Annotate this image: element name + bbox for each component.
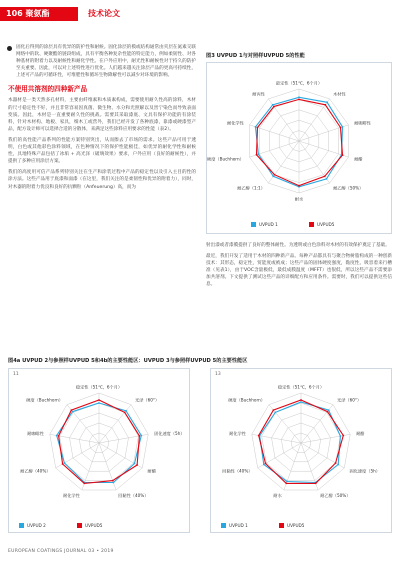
figure-title: 图3 UVPUD 1与对照样UVPUD 5的性能 [206,53,305,59]
panel-number: 11 [13,372,19,377]
data-point [113,482,115,484]
data-point [56,435,58,437]
axis-label: 耐醋 [356,430,365,436]
intro-paragraph: 固化后得到的涂层具有优异的防护性和耐候。固化涂层的模或结构通常由夹层在氮素交联网络中的软、硬聚酯的链段组成，具有平衡各种复杂性能的特定能力，例如柔韧性、对各种基材的附着力以及耐候性和耐化学性。在户外应用中，耐光性和耐候性对于持久的防护至关重要。因此，可以对上述特性进行优化。人们越来越关注涂层产品的更高可持续性，上述可产品的可循环性，可堆肥性和循环生物降解性可以减少对环境的影响。 [16,45,196,79]
data-point [112,480,114,482]
data-point [274,412,276,414]
legend-swatch [279,523,284,528]
axis-label: 硬度（Buchhorn） [207,156,244,162]
figure-4-title: 图4a UVPUD 2与参照样UVPUD 5和4b的主要性能区：UVPUD 3与参照样UVPUD 5的主要性能区 [8,358,248,364]
legend-label: UVPUD 1 [229,523,248,528]
data-point [140,435,142,437]
radar-chart [207,63,391,233]
axis-label: 硬度（Buchhorn） [228,397,265,403]
right-column [206,52,392,234]
legend-swatch [77,523,82,528]
axis-label: 最定性（51℃，6个月） [275,80,323,86]
data-point [326,101,328,103]
legend-label: UVPUD 1 [259,222,278,227]
data-point [72,411,74,413]
section-title: 技术论文 [88,9,120,18]
axis-label: 固化速度（5h） [154,430,185,436]
data-point [265,463,267,465]
data-point [315,483,317,485]
right-column-text [206,242,392,293]
axis-label: 耐化学性 [63,493,80,499]
data-point [272,104,274,106]
data-point [258,153,260,155]
data-point [257,127,259,129]
page-number-badge: 106 聚氨酯 [0,7,78,21]
axis-label: 木材性 [333,91,346,97]
data-point [139,435,141,437]
axis-label: 耐咖啡性 [27,430,44,436]
data-point [273,409,275,411]
axis-label: 光泽（60°） [135,397,160,403]
axis-label: 耐水 [273,493,282,499]
intro-block [8,44,196,79]
data-point [298,185,300,187]
data-point [340,435,342,437]
axis-label: 稳定性（51℃，6个月） [75,384,123,390]
axis-label: 耐化学性 [227,120,244,126]
data-point [136,464,138,466]
data-point [263,464,265,466]
data-point [298,99,300,101]
bullet-icon [7,46,12,51]
axis-spoke [99,443,142,468]
axis-label: 硬度（Buchhorn） [26,397,63,403]
section-heading: 不使用共溶剂的四种新产品 [8,85,88,94]
legend-swatch [309,222,314,227]
data-point [324,175,326,177]
data-point [298,96,300,98]
figure-3-chart [206,62,392,234]
data-point [337,464,339,466]
figure-4a-chart [8,368,190,533]
axis-label: 耐乙醇（1:1） [237,185,265,191]
legend-label: UVPUD5 [287,523,305,528]
data-point [342,126,344,128]
axis-label: 耐水 [294,196,304,202]
data-point [124,412,126,414]
axis-label: 耐乙醇（50%） [320,493,351,499]
data-point [134,463,136,465]
body-paragraph: 木器材是一类天然多孔材料，主要由纤维素和木质素构成，需要使用耐久性高的涂料，木材的尺寸稳定性不好，并且非常容易因真菌、微生物、水分和光照解以及害宁染色而导致表面变质。因此，木材是一直重要耐久性的挑战。需要其采取漆底、文具有保护功能的有涂装料，针对木材构、地板、家具，细木工或营外，我们已经开发了各种底漆，靠漆或硬漆型产品，配方设计师可以选择合适的分散体，来满足这些涂料应用要求的性能（表2）。 [8,98,196,132]
page-header [0,0,400,26]
radar-chart [211,369,391,532]
data-point [324,104,326,106]
data-point [258,435,260,437]
axis-label: 耐醋 [354,156,363,162]
data-point [342,154,344,156]
data-point [98,399,100,401]
data-point [256,154,258,156]
axis-label: 耐丙性 [252,91,265,97]
legend-swatch [251,222,256,227]
data-point [274,174,276,176]
legend-label: UVPUD 2 [27,523,46,528]
panel-number: 13 [215,372,221,377]
data-point [273,106,275,108]
body-paragraph: 我们的高度用可信产品系列特别关注在生产和涂装过程中产品的稳定性以及引入主目的性的涂方法。这些产品用于底漆和面漆（在这里，我们关注的是柔韧性和优异的附着力），同时，对木器的附着力优良和良好的抗颗粒（Anfeuerung）高，而为 [8,170,196,190]
axis-label: 耐乙醇（50%） [333,185,364,191]
axis-label: 固化速度（5h） [349,468,380,474]
axis-label: 耐醋 [147,468,156,474]
data-point [98,402,100,404]
data-point [71,409,73,411]
data-point [64,462,66,464]
data-point [62,463,64,465]
legend-swatch [221,523,226,528]
axis-label: 稳定性（51℃，6个月） [277,384,325,390]
axis-label: 回黏性（40%） [222,468,253,474]
body-paragraph: 我们的高性能产品系列的性能方案特别突出，从而擦去了市场的需求。这些产品可用于透明，白色或其他彩色涂料领域，在色种情况下的保护性能极佳，如优异的耐化学性和耐候性，具地特殊产品包括了冰垢 + 高光泽（破璃效果）要求，户外应用（良好的耐候性），并提供了多种应用涂层方案。 [8,137,196,165]
data-point [300,401,302,403]
data-point [286,481,288,483]
data-point [285,483,287,485]
data-point [83,483,85,485]
left-column [8,44,196,195]
data-point [300,399,302,401]
figure-4b-chart [210,368,392,533]
axis-label: 耐咖啡性 [354,120,371,126]
data-point [272,175,274,177]
legend-swatch [19,523,24,528]
legend-label: UVPUD5 [317,222,335,227]
page-footer: EUROPEAN COATINGS JOURNAL 03 • 2019 [8,549,114,554]
radar-chart [9,369,189,532]
body-paragraph: 射出漆或者漆膜提供了良好的整体耐性。为透明或白色涂料对木材的有效保护奠定了基础。 [206,243,390,248]
axis-label: 光泽（60°） [337,397,362,403]
data-point [255,126,257,128]
body-paragraph: 最近，我们开发了适用于木材的四种新产品。每种产品都具有与聚合物树脂构成的一种创新技术：其形态，稳定性，贸能度或被成；这些产品的固体硬度强度，黏度性、吸容着来行槽准（见表1），由于VOC含量极低，最低成膜温度（MFFT）也很低，所以这些产品不需要添加共溶剂。下文提供了测试这些产品的详细配方和应用条件。需要时，我们可以提供这些信息。 [206,254,392,288]
data-point [327,411,329,413]
data-point [328,409,330,411]
axis-label: 耐乙醇（40%） [20,468,51,474]
data-point [326,178,328,180]
data-point [342,435,344,437]
data-point [340,127,342,129]
data-point [125,410,127,412]
data-point [335,462,337,464]
axis-label: 回黏性（40%） [118,493,149,499]
legend-label: UVPUD5 [85,523,103,528]
data-point [58,435,60,437]
axis-label: 耐化学性 [229,430,246,436]
